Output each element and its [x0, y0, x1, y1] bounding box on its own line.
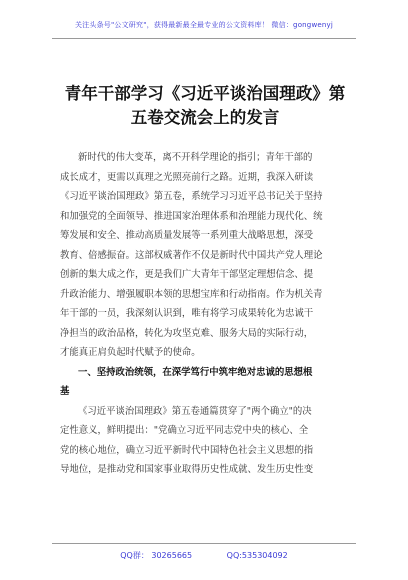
section-heading-continued: 基	[60, 386, 70, 397]
paragraph-line: 年干部的一员，我深刻认识到，唯有将学习成果转化为忠诚干	[60, 308, 314, 319]
paragraph-line: 净担当的政治品格，转化为攻坚克难、服务大局的实际行动，	[60, 327, 314, 339]
paragraph-line: 导地位，是推动党和国家事业取得历史性成就、发生历史性变	[60, 464, 314, 475]
footer	[0, 550, 408, 561]
title-line-2: 五卷交流会上的发言	[130, 108, 280, 127]
paragraph-line: 创新的集大成之作，更是我们广大青年干部坚定理想信念、提	[60, 269, 314, 280]
paragraph-line: 筹发展和安全、推动高质量发展等一系列重大战略思想，深受	[60, 230, 314, 241]
paragraph-line: 教育、倍感振奋。这部权威著作不仅是新时代中国共产党人理论	[60, 249, 323, 261]
paragraph-line: 和加强党的全面领导、推进国家治理体系和治理能力现代化、统	[60, 210, 323, 222]
paragraph-line: 成长成才，更需以真理之光照亮前行之路。近期，我深入研读	[60, 171, 314, 183]
paragraph-line: 新时代的伟大变革，离不开科学理论的指引；青年干部的	[78, 152, 313, 163]
paragraph-line: 才能真正肩负起时代赋予的使命。	[60, 347, 201, 358]
title-line-1: 青年干部学习《习近平谈治国理政》第	[64, 84, 346, 103]
footer-qq: QQ:535304092	[226, 551, 288, 560]
paragraph-line: 升政治能力、增强履职本领的思想宝库和行动指南。作为机关青	[60, 288, 323, 300]
section-heading: 一、坚持政治统领，在深学笃行中筑牢绝对忠诚的思想根	[78, 366, 313, 378]
paragraph-line: 党的核心地位，确立习近平新时代中国特色社会主义思想的指	[60, 444, 314, 456]
document-title	[60, 82, 350, 130]
paragraph-line: 定性意义，鲜明提出："党确立习近平同志党中央的核心、全	[60, 425, 309, 436]
paragraph-line: 《习近平谈治国理政》第五卷，系统学习习近平总书记关于坚持	[60, 191, 323, 202]
footer-divider	[52, 543, 356, 544]
footer-qq-group: QQ群： 30265665	[120, 551, 193, 560]
header-note: 关注头条号"公文研究"，获得最新最全最专业的公文资料库！ 微信：gongwenyj	[74, 21, 334, 29]
document-body	[60, 148, 350, 480]
paragraph-line: 《习近平谈治国理政》第五卷通篇贯穿了"两个确立"的决	[78, 405, 312, 417]
header-divider	[52, 38, 356, 39]
